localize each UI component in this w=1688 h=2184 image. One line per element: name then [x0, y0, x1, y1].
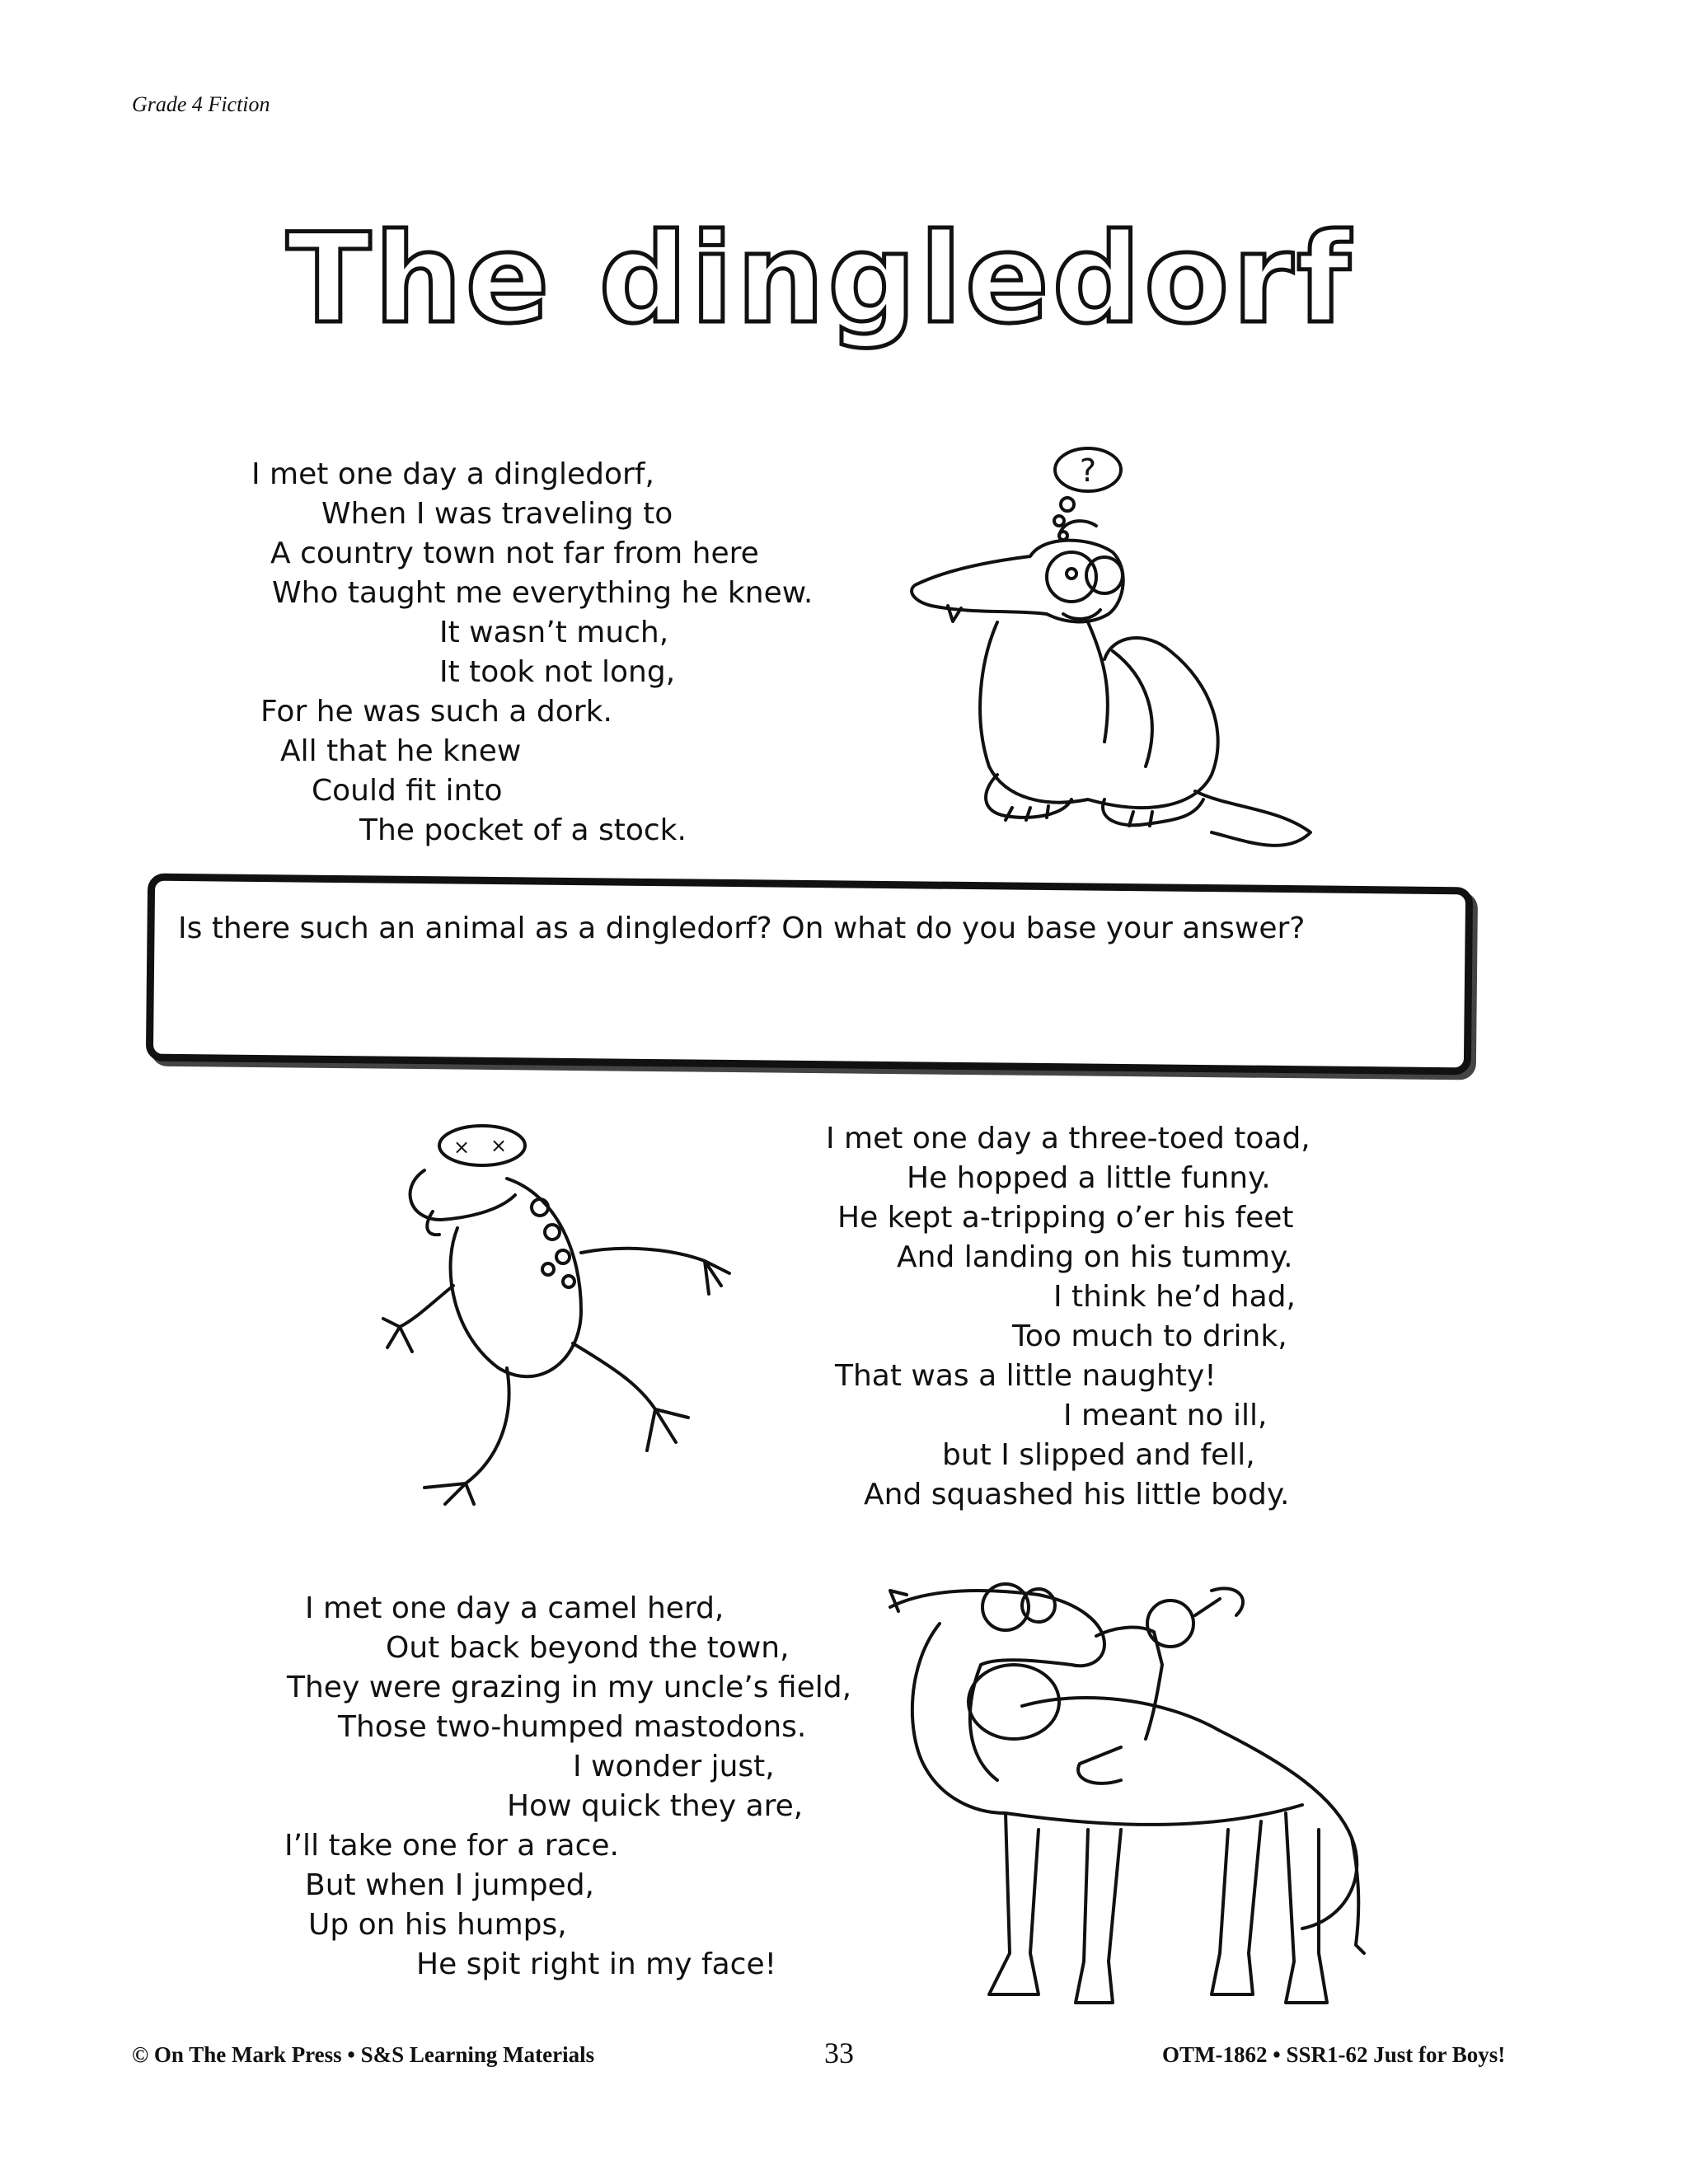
poem-line: but I slipped and fell,: [942, 1438, 1255, 1472]
poem-line: It took not long,: [439, 655, 676, 689]
poem-line: When I was traveling to: [321, 497, 673, 531]
poem-line: Out back beyond the town,: [386, 1631, 790, 1665]
poem-line: Too much to drink,: [1012, 1319, 1287, 1353]
toad-eye-left: ×: [452, 1136, 471, 1159]
poem-line: He spit right in my face!: [416, 1947, 777, 1981]
page-title: [286, 198, 1354, 371]
header-label: Grade 4 Fiction: [132, 92, 270, 116]
poem-line: I met one day a three-toed toad,: [826, 1122, 1311, 1155]
toad-illustration: [375, 1121, 771, 1508]
poem-line: He hopped a little funny.: [907, 1161, 1271, 1195]
poem-line: Those two-humped mastodons.: [338, 1710, 807, 1744]
poem-line: That was a little naughty!: [835, 1359, 1217, 1393]
camel-illustration: [874, 1566, 1385, 2027]
poem-line: Could fit into: [312, 774, 503, 808]
poem-line: All that he knew: [280, 734, 522, 768]
thought-question-mark: ?: [1079, 452, 1097, 489]
poem-line: I meant no ill,: [1063, 1399, 1268, 1432]
page-number: 33: [824, 2036, 854, 2069]
toad-eye-right: ×: [490, 1134, 508, 1157]
poem-line: I met one day a camel herd,: [305, 1591, 724, 1625]
poem-line: A country town not far from here: [270, 537, 759, 570]
poem-line: And squashed his little body.: [864, 1478, 1290, 1511]
poem-line: I wonder just,: [573, 1750, 775, 1783]
dingledorf-illustration: [898, 445, 1335, 874]
poem-line: I think he’d had,: [1053, 1280, 1296, 1314]
poem-line: They were grazing in my uncle’s field,: [287, 1671, 852, 1704]
question-prompt: Is there such an animal as a dingledorf? On what do you base your answer?: [178, 912, 1306, 945]
poem-line: For he was such a dork.: [260, 695, 612, 729]
poem-line: And landing on his tummy.: [897, 1240, 1293, 1274]
poem-line: How quick they are,: [507, 1789, 804, 1823]
poem-line: I’ll take one for a race.: [284, 1829, 619, 1863]
poem-line: The pocket of a stock.: [359, 813, 687, 847]
question-answer-box[interactable]: [146, 874, 1473, 1076]
poem-line: I met one day a dingledorf,: [251, 457, 654, 491]
footer-product-code: OTM-1862 • SSR1-62 Just for Boys!: [1162, 2042, 1506, 2067]
poem-line: Who taught me everything he knew.: [272, 576, 814, 610]
page-title-text: The dingledorf: [286, 208, 1354, 351]
poem-line: But when I jumped,: [305, 1868, 594, 1902]
poem-line: It wasn’t much,: [439, 616, 669, 649]
poem-line: He kept a-tripping o’er his feet: [837, 1201, 1294, 1235]
footer-publisher: © On The Mark Press • S&S Learning Materials: [132, 2042, 595, 2067]
poem-line: Up on his humps,: [308, 1908, 567, 1942]
